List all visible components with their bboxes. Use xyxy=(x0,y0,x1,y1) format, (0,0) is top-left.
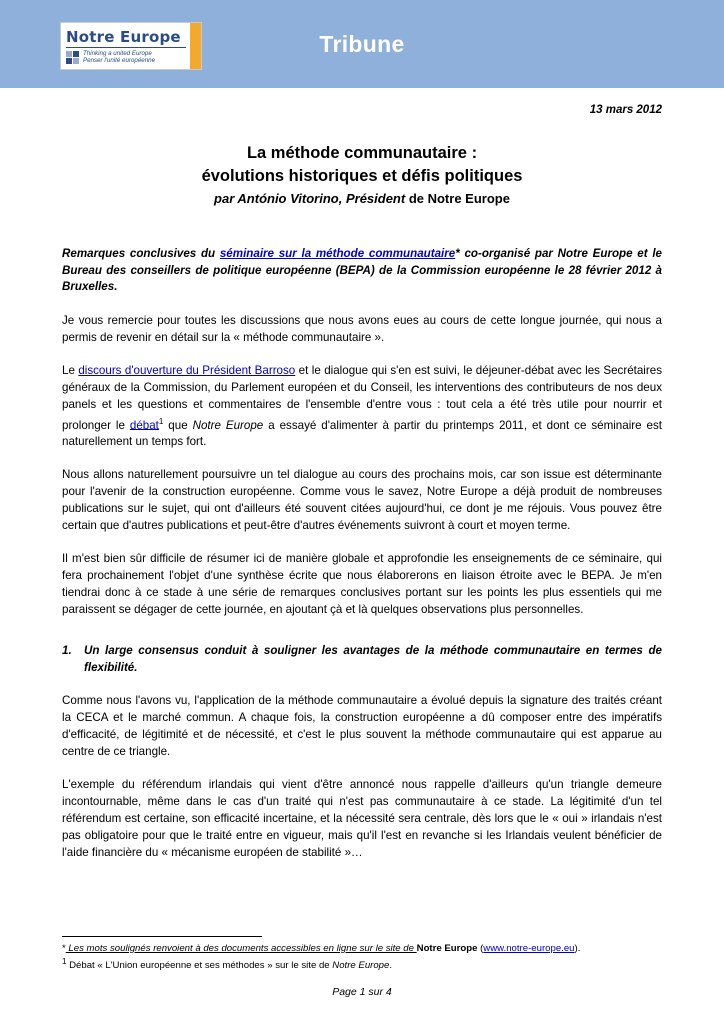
byline-organisation: Notre Europe xyxy=(423,191,510,206)
footnotes-block xyxy=(62,936,662,972)
title-block xyxy=(62,142,662,206)
document-content xyxy=(0,104,724,861)
footnote-1-end: . xyxy=(389,960,393,971)
section-number: 1. xyxy=(62,644,72,658)
abstract-rest: * co-organisé par Notre Europe et le Bureau des conseillers de politique européenne (BEPA) de la Commission européenne le 28 février 2012 à Bruxelles. xyxy=(62,247,663,293)
document-date: 13 mars 2012 xyxy=(589,104,662,116)
footnote-1-text: Débat « L'Union européenne et ses méthodes » sur le site de xyxy=(66,960,333,971)
document-title-line2: évolutions historiques et défis politiques xyxy=(201,167,523,185)
document-title-line1: La méthode communautaire : xyxy=(246,144,478,162)
document-byline xyxy=(62,191,662,206)
footnote-ref-1[interactable]: 1 xyxy=(158,416,164,426)
section-title: Un large consensus conduit à souligner les avantages de la méthode communautaire en termes de flexibilité. xyxy=(84,644,662,675)
byline-author: par António Vitorino, Président xyxy=(214,191,409,206)
body-paragraph-3: Nous allons naturellement poursuivre un tel dialogue au cours des prochains mois, car son issue est déterminante pour l'avenir de la construction européenne. Comme vous le savez, Notre Europe a déjà produit de nombreuses publications sur le sujet, qui ont d'ailleurs été souvent citées aujourd'hui, ce dont je me réjouis. Vous pouvez être certain que d'autres publications et peut-être d'autres événements suivront à court et moyen terme. xyxy=(62,468,662,533)
abstract-lead: Remarques conclusives du xyxy=(62,247,220,260)
footnote-asterisk xyxy=(62,942,662,955)
logo-title: Notre Europe xyxy=(66,27,181,46)
body-paragraph-1: Je vous remercie pour toutes les discussions que nous avons eues au cours de cette longue journée, qui nous a permis de revenir en détail sur la « méthode communautaire ». xyxy=(62,313,662,344)
footnote-1 xyxy=(62,955,662,972)
footnote-asterisk-text: Les mots soulignés renvoient à des documents accessibles en ligne sur le site de xyxy=(65,942,417,954)
body-paragraph-4: Il m'est bien sûr difficile de résumer ici de manière globale et approfondie les enseignements de ce séminaire, qui fera prochainement l'objet d'une synthèse écrite que nous élaborerons en liaison étroite avec le BEPA. Je m'en tiendrai donc à ce stade à une série de remarques conclusives portant sur les points les plus essentiels qui me paraissent se dégager de cette journée, en ajoutant çà et là quelques observations plus personnelles. xyxy=(62,552,662,617)
abstract-paragraph xyxy=(62,246,662,296)
section-heading-1 xyxy=(62,642,662,676)
footnote-1-mark: 1 xyxy=(62,956,67,966)
page-number-footer: Page 1 sur 4 xyxy=(332,986,392,998)
debat-link[interactable]: débat xyxy=(129,418,159,432)
section-paragraph-1: Comme nous l'avons vu, l'application de la méthode communautaire a évolué depuis la signature des traités créant la CECA et le marché commun. A chaque fois, la construction européenne a dû composer entre des impératifs d'efficacité, de légitimité et de nécessité, et c'est le plus souvent la méthode communautaire qui est apparue au centre de ce triangle. xyxy=(62,694,662,759)
body-paragraph-2 xyxy=(62,362,662,451)
footnote-1-org: Notre Europe xyxy=(332,960,390,971)
footnote-asterisk-mark: * xyxy=(62,942,66,954)
para2-organisation: Notre Europe xyxy=(192,418,264,432)
footnote-asterisk-open: ( xyxy=(477,942,484,954)
logo-tagline-fr: Penser l'unité européenne xyxy=(83,57,156,64)
para2-part2: et le dialogue qui s'en est suivi, le déjeuner-débat avec les Secrétaires généraux de la Commission, du Parlement européen et du Conseil, les interventions des contributeurs de nos deux panels et les questions et commentaires de l'ensemble d'entre vous : tout cela a été très utile pour nourrir et prolonger le xyxy=(62,363,662,432)
footnote-separator xyxy=(62,936,262,937)
logo-tagline-en: Thinking a united Europe xyxy=(83,49,152,57)
barroso-speech-link[interactable]: discours d'ouverture du Président Barroso xyxy=(78,363,296,377)
para2-part3: que xyxy=(163,418,193,432)
para2-part1: Le xyxy=(62,363,79,377)
section-paragraph-2: L'exemple du référendum irlandais qui vient d'être annoncé nous rappelle d'ailleurs qu'un triangle demeure incontournable, même dans le cas d'un traité qui n'est pas communautaire à ce stade. La légitimité d'un tel référendum est certaine, son efficacité incertaine, et la nécessité sera centrale, dès lors que le « oui » irlandais n'est pas obligatoire pour que le traité entre en vigueur, mais qu'il l'est en revanche si les Irlandais veulent bénéficier de l'aide financière du « mécanisme européen de stabilité »… xyxy=(62,778,662,860)
page-title: Tribune xyxy=(319,30,405,57)
page-header-band xyxy=(0,0,724,88)
para2-part4: a essayé d'alimenter à partir du printemps 2011, et dont ce séminaire est naturellement un temps fort. xyxy=(62,418,662,449)
seminar-link[interactable]: séminaire sur la méthode communautaire xyxy=(219,247,456,260)
notre-europe-website-link[interactable]: www.notre-europe.eu xyxy=(483,942,575,954)
footnote-asterisk-org: Notre Europe xyxy=(416,942,478,954)
footnote-asterisk-close: ). xyxy=(574,942,581,954)
byline-de: de xyxy=(408,191,424,206)
